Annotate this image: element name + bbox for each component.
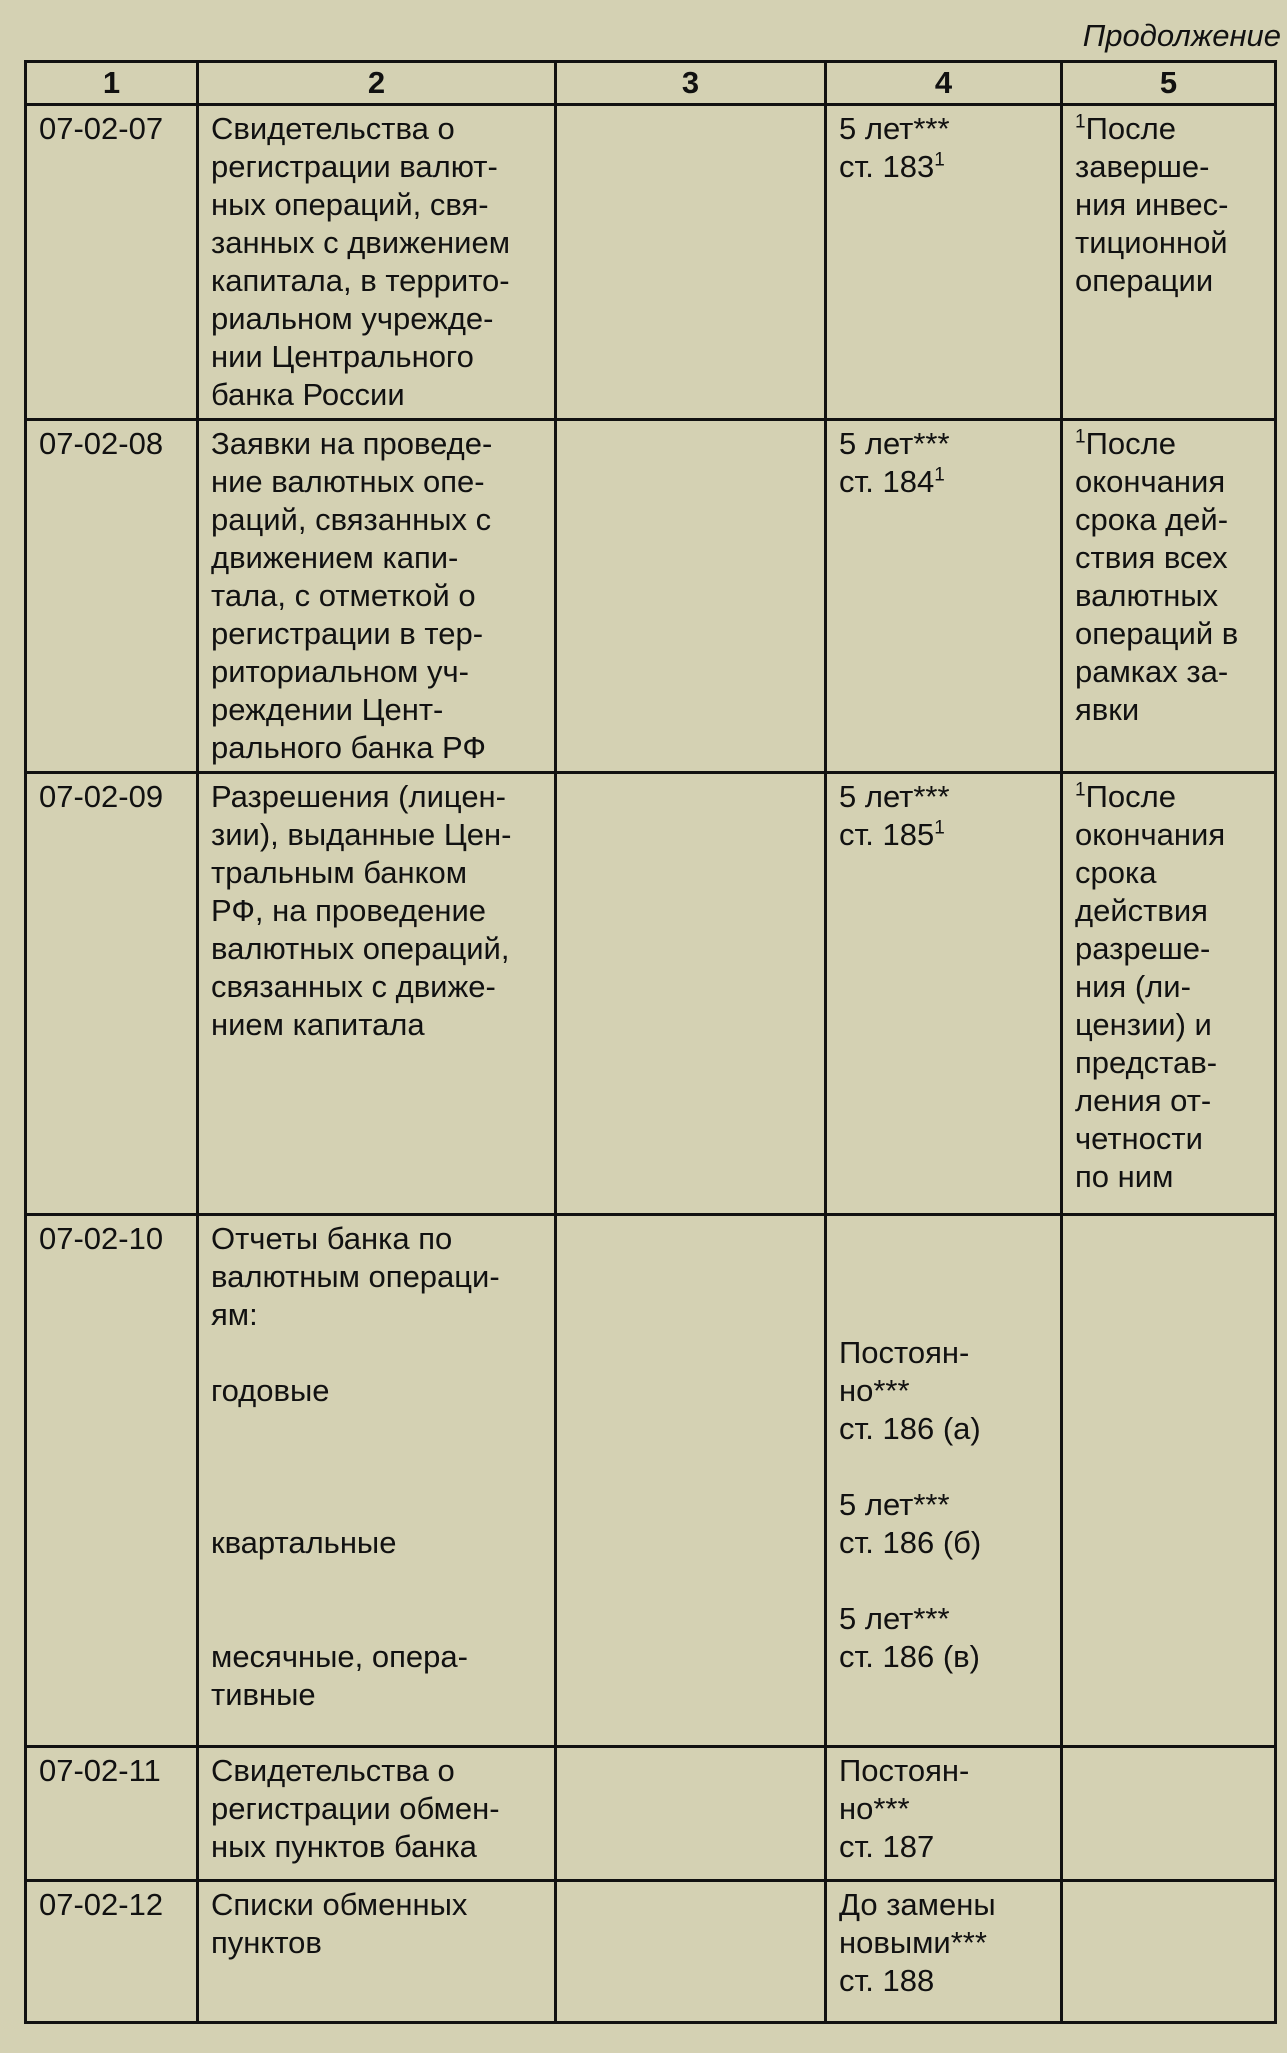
column-header-1: 1 [26,62,198,105]
note-cell [1062,1215,1276,1747]
code-cell: 07-02-08 [26,420,198,773]
column-header-4: 4 [826,62,1062,105]
column-header-5: 5 [1062,62,1276,105]
note-cell: $^1$После окончания срока действия разреше- ния (ли- цензии) и представ- ления от- четности по ним [1062,773,1276,1215]
table-row [26,773,1276,1215]
table-row [26,1881,1276,2023]
name-cell: Отчеты банка по валютным операци- ям: годовые квартальные месячные, опера- тивные [198,1215,556,1747]
note-cell [1062,1881,1276,2023]
term-cell: Постоян- но*** ст. 186 (а) 5 лет*** ст. 186 (б) 5 лет*** ст. 186 (в) [826,1215,1062,1747]
term-cell: 5 лет*** ст. $184^1$ [826,420,1062,773]
subitem-annual: годовые [211,1373,330,1408]
term-cell: 5 лет*** ст. $185^1$ [826,773,1062,1215]
note-cell: $^1$После заверше- ния инвес- тиционной операции [1062,105,1276,420]
code-cell: 07-02-12 [26,1881,198,2023]
table-row [26,1215,1276,1747]
name-cell: Свидетельства о регистрации валют- ных операций, свя- занных с движением капитала, в террито- риальном учрежде- нии Центрального банка России [198,105,556,420]
name-cell: Разрешения (лицен- зии), выданные Цен- тральным банком РФ, на проведение валютных операций, связанных с движе- нием капитала [198,773,556,1215]
table-row [26,1747,1276,1881]
subitem-monthly: месячные, опера- [211,1639,468,1674]
name-cell: Заявки на проведе- ние валютных опе- раций, связанных с движением капи- тала, с отметкой о регистрации в тер- риториальном уч- реждении Цент- рального банка РФ [198,420,556,773]
name-cell: Свидетельства о регистрации обмен- ных пунктов банка [198,1747,556,1881]
table-row [26,420,1276,773]
empty-cell [556,105,826,420]
note-cell: $^1$После окончания срока дей- ствия всех валютных операций в рамках за- явки [1062,420,1276,773]
note-cell [1062,1747,1276,1881]
column-header-2: 2 [198,62,556,105]
term-cell: До замены новыми*** ст. 188 [826,1881,1062,2023]
table-row [26,105,1276,420]
code-cell: 07-02-07 [26,105,198,420]
code-cell: 07-02-10 [26,1215,198,1747]
term-cell: Постоян- но*** ст. 187 [826,1747,1062,1881]
empty-cell [556,420,826,773]
subitem-quarterly: квартальные [211,1525,397,1560]
empty-cell [556,1747,826,1881]
records-table [24,60,1277,2024]
continuation-label: Продолжение [1082,18,1281,53]
empty-cell [556,773,826,1215]
empty-cell [556,1881,826,2023]
term-cell: 5 лет*** ст. $183^1$ [826,105,1062,420]
name-cell: Списки обменных пунктов [198,1881,556,2023]
header-row [26,62,1276,105]
code-cell: 07-02-11 [26,1747,198,1881]
column-header-3: 3 [556,62,826,105]
code-cell: 07-02-09 [26,773,198,1215]
empty-cell [556,1215,826,1747]
